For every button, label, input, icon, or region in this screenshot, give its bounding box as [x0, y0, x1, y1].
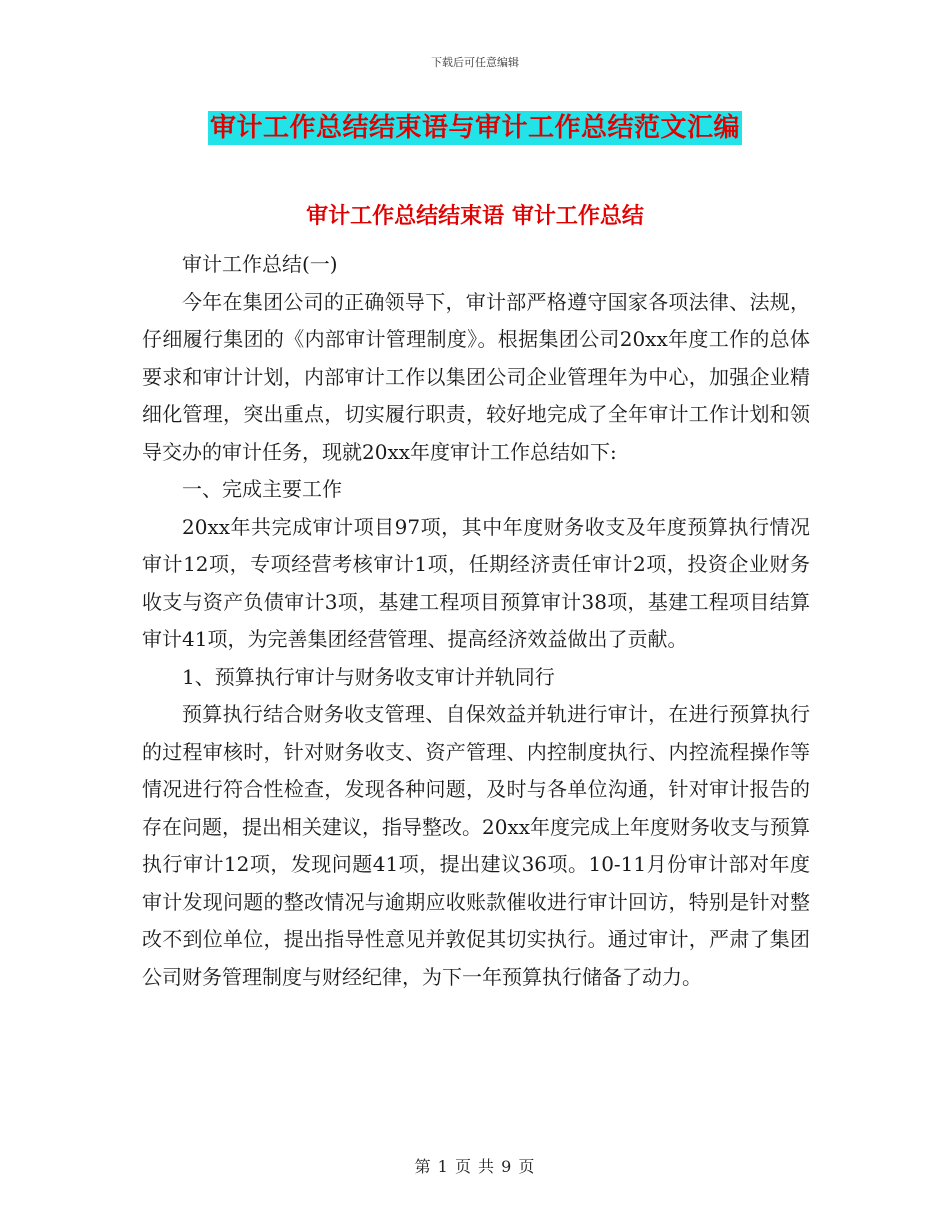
document-title-block — [0, 111, 950, 145]
paragraph: 20xx年共完成审计项目97项，其中年度财务收支及年度预算执行情况审计12项，专项经营考核审计1项，任期经济责任审计2项，投资企业财务收支与资产负债审计3项，基建工程项目预算审计38项，基建工程项目结算审计41项，为完善集团经营管理、提高经济效益做出了贡献。 — [142, 514, 810, 651]
paragraph: 预算执行结合财务收支管理、自保效益并轨进行审计，在进行预算执行的过程审核时，针对财务收支、资产管理、内控制度执行、内控流程操作等情况进行符合性检查，发现各种问题，及时与各单位沟通，针对审计报告的存在问题，提出相关建议，指导整改。20xx年度完成上年度财务收支与预算执行审计12项，发现问题41项，提出建议36项。10-11月份审计部对年度审计发现问题的整改情况与逾期应收账款催收进行审计回访，特别是针对整改不到位单位，提出指导性意见并敦促其切实执行。通过审计，严肃了集团公司财务管理制度与财经纪律，为下一年预算执行储备了动力。 — [142, 702, 811, 989]
paragraph-heading-3: 1、预算执行审计与财务收支审计并轨同行 — [182, 664, 555, 689]
paragraph-heading-2: 一、完成主要工作 — [182, 477, 342, 501]
paragraph-heading-1: 审计工作总结(一) — [182, 252, 338, 276]
header-note: 下载后可任意编辑 — [431, 56, 519, 69]
page-number-footer: 第 1 页 共 9 页 — [414, 1157, 536, 1176]
section-title: 审计工作总结结束语 审计工作总结 — [306, 203, 644, 229]
document-body — [142, 246, 810, 996]
document-title: 审计工作总结结束语与审计工作总结范文汇编 — [209, 113, 740, 143]
paragraph: 今年在集团公司的正确领导下，审计部严格遵守国家各项法律、法规，仔细履行集团的《内部审计管理制度》。根据集团公司20xx年度工作的总体要求和审计计划，内部审计工作以集团公司企业管理年为中心，加强企业精细化管理，突出重点，切实履行职责，较好地完成了全年审计工作计划和领导交办的审计任务，现就20xx年度审计工作总结如下: — [142, 289, 810, 464]
